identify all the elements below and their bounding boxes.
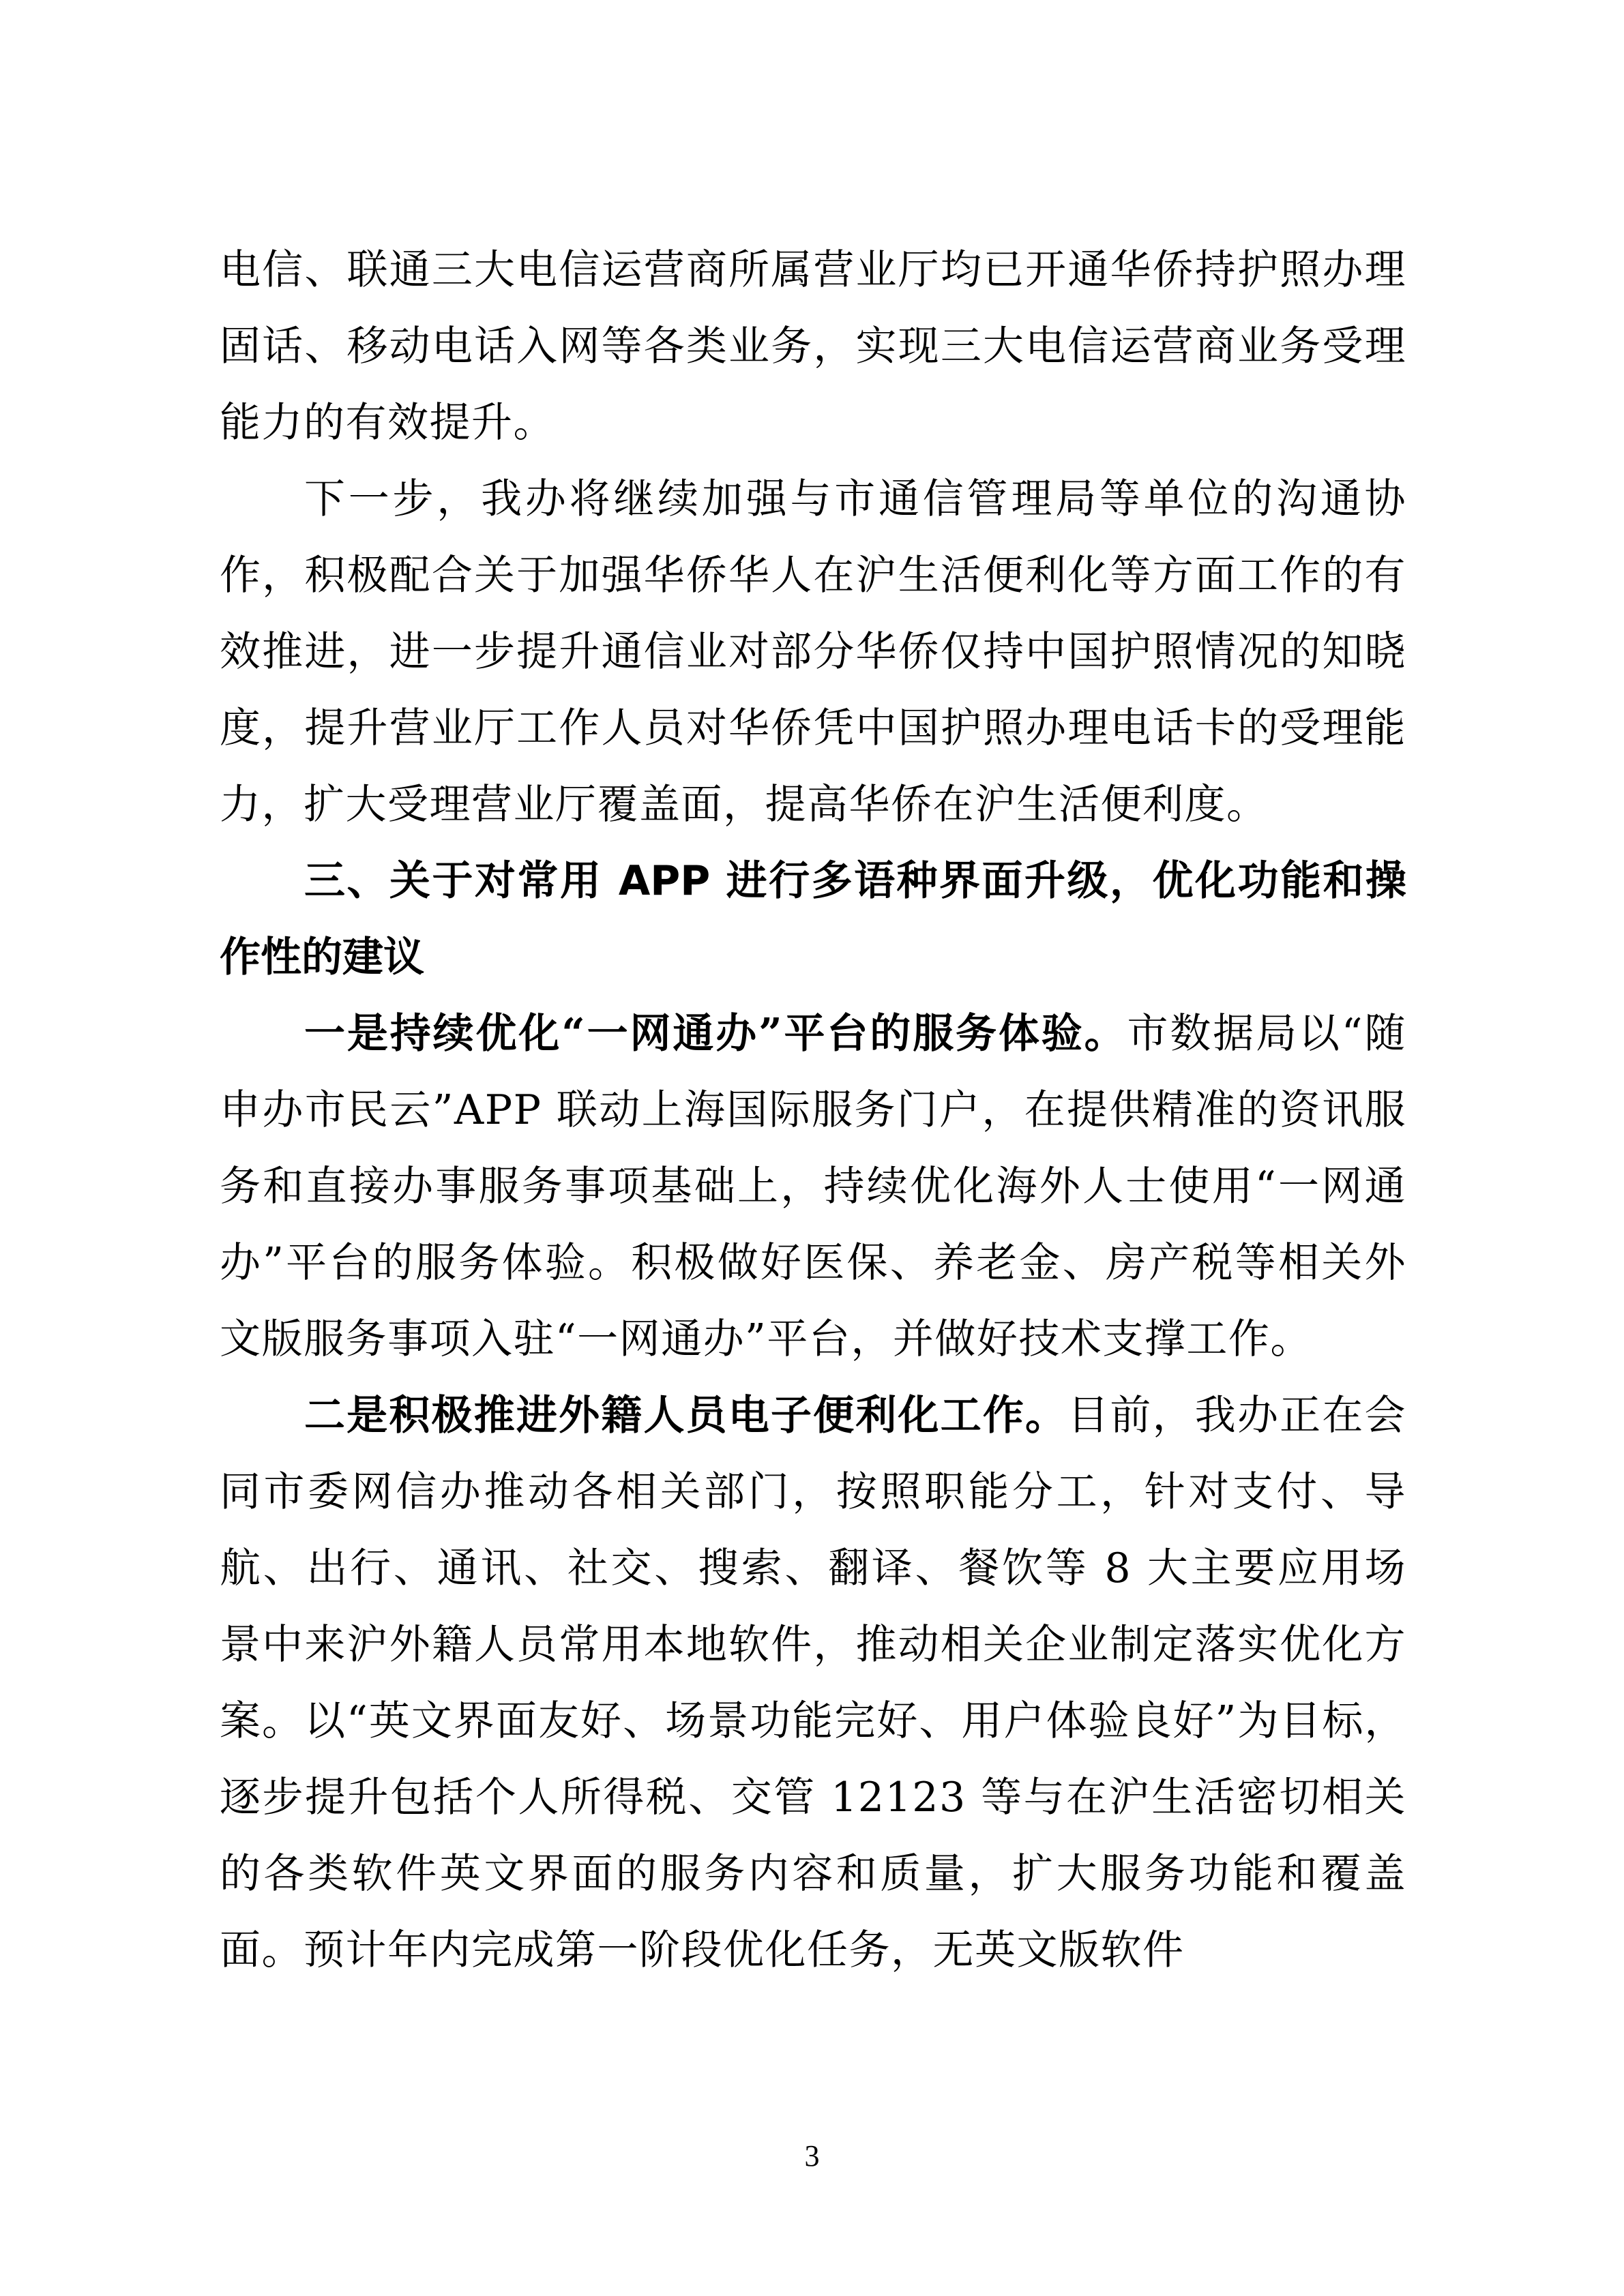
section-heading-app-upgrade	[220, 843, 1406, 996]
paragraph-one-network-service	[220, 996, 1406, 1377]
paragraph-foreigner-digital-convenience	[220, 1377, 1406, 1988]
paragraph-lead-bold: 二是积极推进外籍人员电子便利化工作。	[304, 1392, 1068, 1440]
paragraph-text: 市数据局以“随申办市民云”APP 联动上海国际服务门户，在提供精准的资讯服务和直接办事服务事项基础上，持续优化海外人士使用“一网通办”平台的服务体验。积极做好医保、养老金、房产税等相关外文版服务事项入驻“一网通办”平台，并做好技术支撑工作。	[220, 1010, 1406, 1363]
page-number: 3	[804, 2139, 820, 2173]
paragraph-next-steps	[220, 461, 1406, 843]
paragraph-text: 下一步，我办将继续加强与市通信管理局等单位的沟通协作，积极配合关于加强华侨华人在沪生活便利化等方面工作的有效推进，进一步提升通信业对部分华侨仅持中国护照情况的知晓度，提升营业厅工作人员对华侨凭中国护照办理电话卡的受理能力，扩大受理营业厅覆盖面，提高华侨在沪生活便利度。	[220, 475, 1406, 829]
document-body	[220, 232, 1406, 1988]
section-heading-text: 三、关于对常用 APP 进行多语种界面升级，优化功能和操作性的建议	[220, 857, 1406, 981]
paragraph-text: 目前，我办正在会同市委网信办推动各相关部门，按照职能分工，针对支付、导航、出行、通讯、社交、搜索、翻译、餐饮等 8 大主要应用场景中来沪外籍人员常用本地软件，推动相关企业制定落实优化方案。以“英文界面友好、场景功能完好、用户体验良好”为目标，逐步提升包括个人所得税、交管 12123 等与在沪生活密切相关的各类软件英文界面的服务内容和质量，扩大服务功能和覆盖面。预计年内完成第一阶段优化任务，无英文版软件	[220, 1392, 1407, 1974]
paragraph-lead-bold: 一是持续优化“一网通办”平台的服务体验。	[304, 1010, 1127, 1058]
paragraph-telecom-continuation	[220, 232, 1406, 461]
paragraph-text: 电信、联通三大电信运营商所属营业厅均已开通华侨持护照办理固话、移动电话入网等各类业务，实现三大电信运营商业务受理能力的有效提升。	[220, 246, 1406, 447]
